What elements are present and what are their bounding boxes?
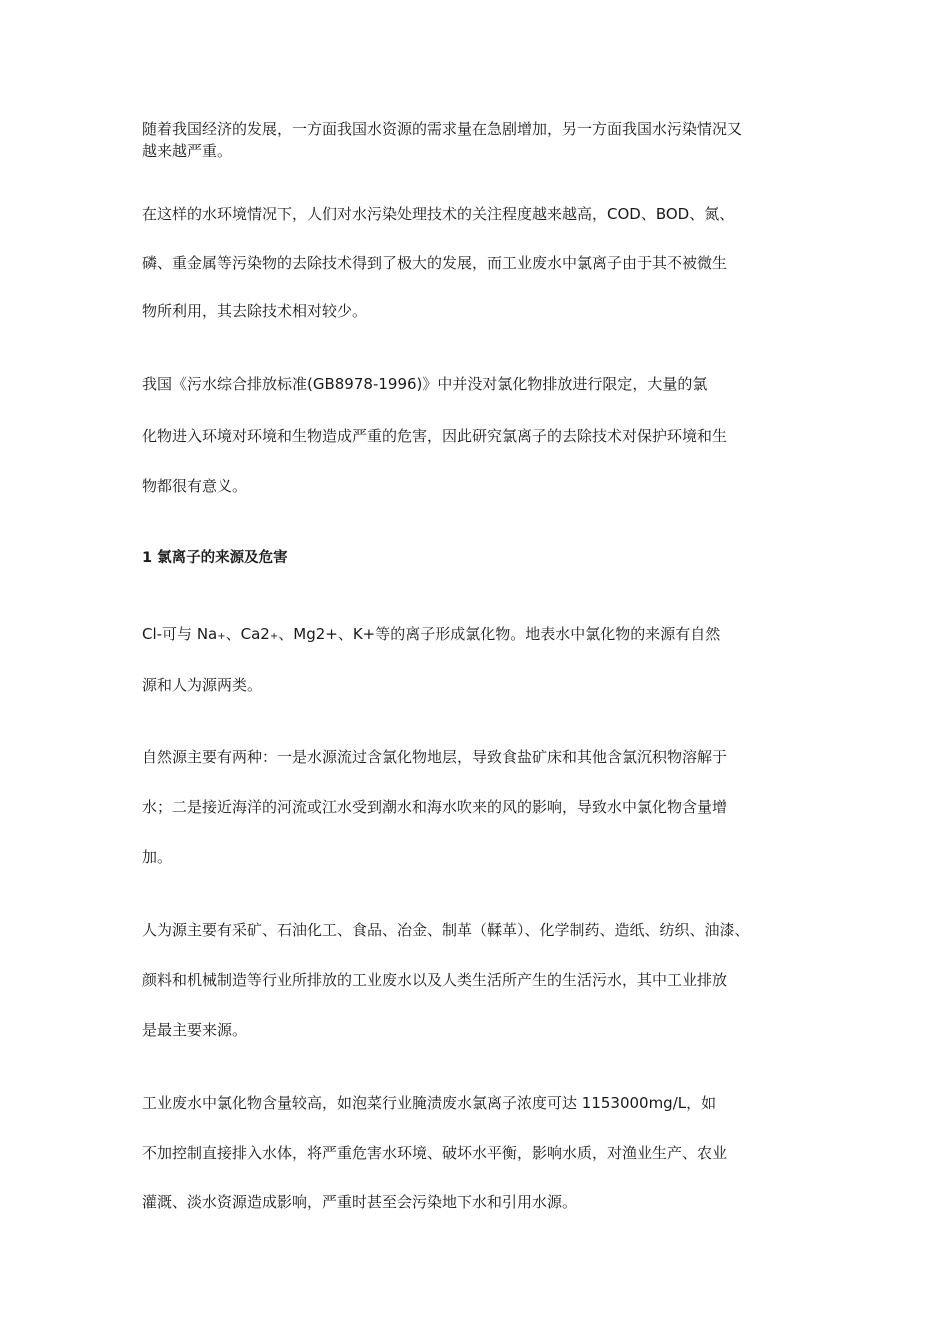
- paragraph-2-line-1: 在这样的水环境情况下，人们对水污染处理技术的关注程度越来越高，COD、BOD、氮、: [142, 205, 735, 223]
- paragraph-5-line-2: 水；二是接近海洋的河流或江水受到潮水和海水吹来的风的影响，导致水中氯化物含量增: [142, 798, 728, 816]
- p4-text-e: 、Mg2+、K+等的离子形成氯化物。地表水中氯化物的来源有自然: [278, 625, 721, 643]
- p4-text-a: Cl-可与 Na: [142, 625, 218, 643]
- paragraph-6-line-3: 是最主要来源。: [142, 1021, 248, 1039]
- paragraph-1-line-1: 随着我国经济的发展，一方面我国水资源的需求量在急剧增加，另一方面我国水污染情况又: [142, 120, 743, 138]
- paragraph-4-line-1: [142, 623, 720, 648]
- paragraph-3-line-3: 物都很有意义。: [142, 477, 248, 495]
- paragraph-1-line-2: 越来越严重。: [142, 142, 233, 160]
- p4-text-b: +: [217, 631, 226, 642]
- p4-text-d: +: [269, 631, 279, 642]
- section-heading: 1 氯离子的来源及危害: [142, 550, 288, 566]
- paragraph-3-line-2: 化物进入环境对环境和生物造成严重的危害，因此研究氯离子的去除技术对保护环境和生: [142, 427, 728, 445]
- paragraph-2-line-3: 物所利用，其去除技术相对较少。: [142, 302, 368, 320]
- paragraph-3-line-1: 我国《污水综合排放标准(GB8978-1996)》中并没对氯化物排放进行限定，大量的氯: [142, 375, 708, 393]
- paragraph-6-line-2: 颜料和机械制造等行业所排放的工业废水以及人类生活所产生的生活污水，其中工业排放: [142, 971, 728, 989]
- paragraph-7-line-3: 灌溉、淡水资源造成影响，严重时甚至会污染地下水和引用水源。: [142, 1193, 578, 1211]
- p4-text-c: 、Ca2: [225, 625, 270, 643]
- paragraph-5-line-1: 自然源主要有两种：一是水源流过含氯化物地层，导致食盐矿床和其他含氯沉积物溶解于: [142, 748, 728, 766]
- paragraph-6-line-1: 人为源主要有采矿、石油化工、食品、冶金、制革（鞣革）、化学制药、造纸、纺织、油漆、: [142, 921, 750, 939]
- paragraph-7-line-2: 不加控制直接排入水体，将严重危害水环境、破坏水平衡，影响水质，对渔业生产、农业: [142, 1144, 728, 1162]
- paragraph-7-line-1: 工业废水中氯化物含量较高，如泡菜行业腌渍废水氯离子浓度可达 1153000mg/L，如: [142, 1094, 717, 1112]
- paragraph-5-line-3: 加。: [142, 848, 173, 866]
- paragraph-4-line-2: 源和人为源两类。: [142, 676, 263, 694]
- paragraph-2-line-2: 磷、重金属等污染物的去除技术得到了极大的发展，而工业废水中氯离子由于其不被微生: [142, 254, 728, 272]
